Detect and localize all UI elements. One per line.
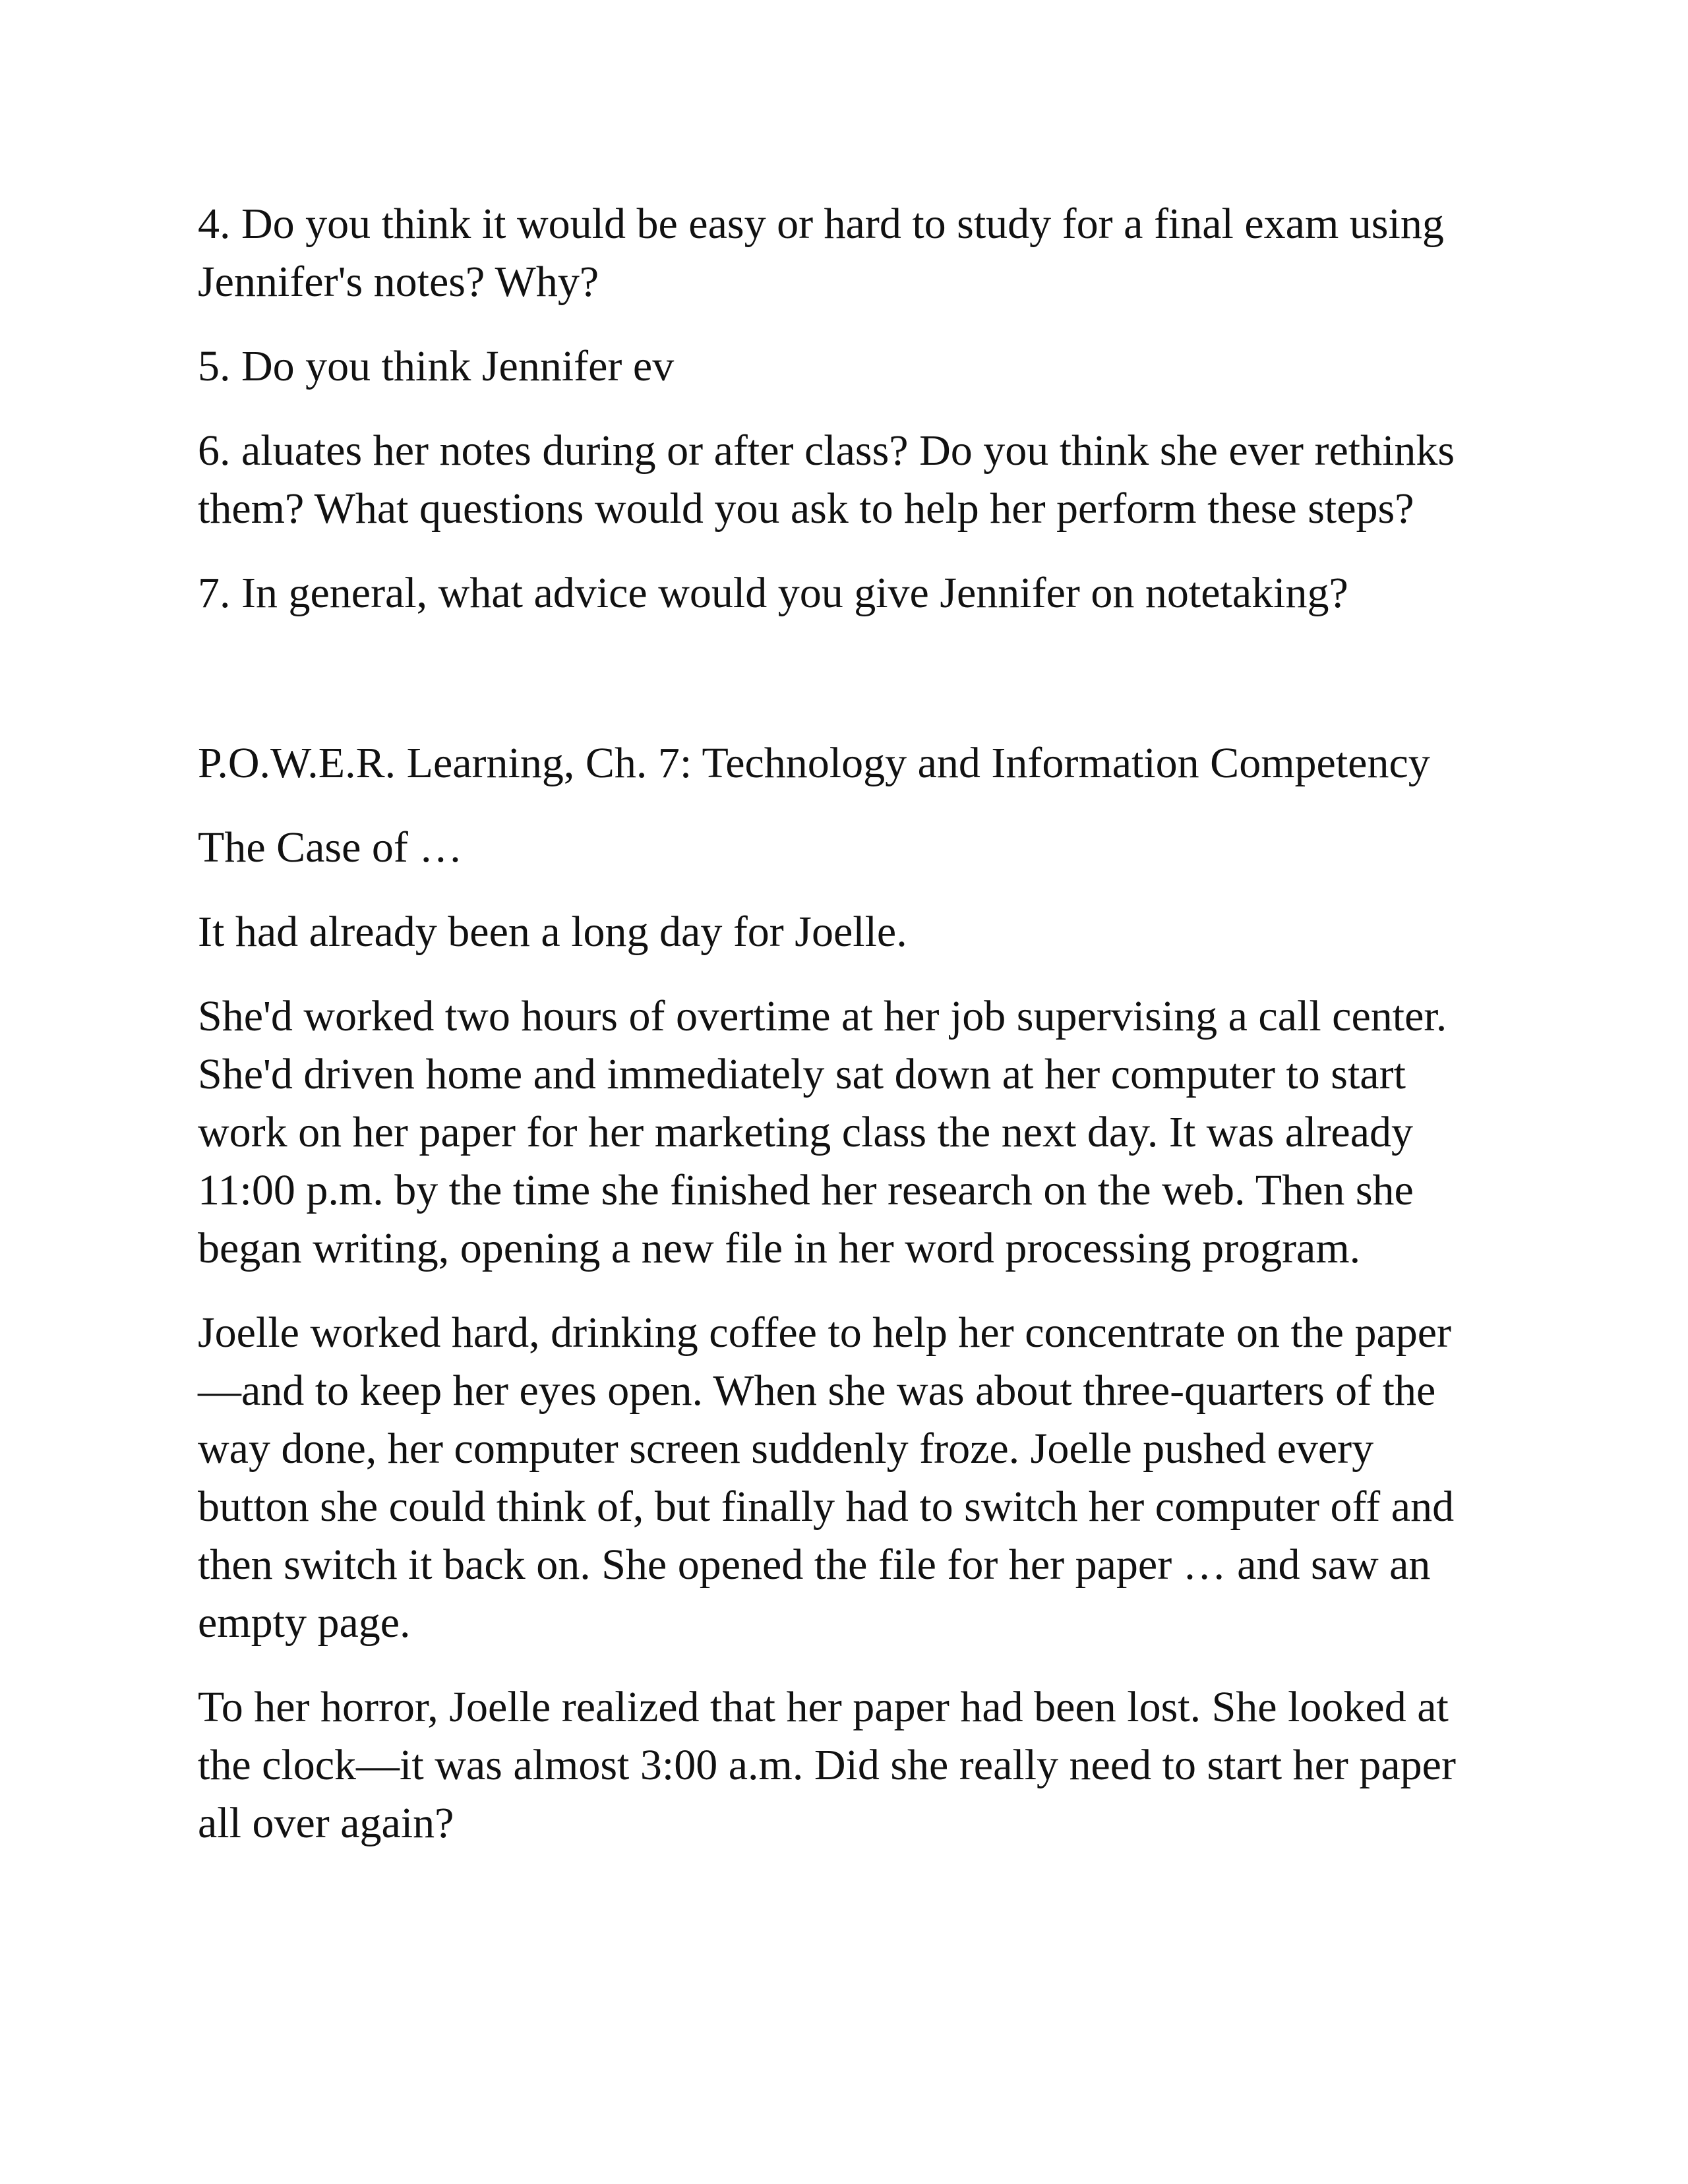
- question-7: 7. In general, what advice would you give Jennifer on notetaking?: [198, 569, 1348, 617]
- question-4: 4. Do you think it would be easy or hard to study for a final exam using Jennifer's notes? Why?: [198, 200, 1444, 306]
- case-paragraph-2: She'd worked two hours of overtime at her job supervising a call center. She'd driven home and immediately sat down at her computer to start work on her paper for her marketing class the next day. It was already 11:00 p.m. by the time she finished her research on the web. Then she began writing, opening a new file in her word processing program.: [198, 992, 1447, 1272]
- section-spacer: [198, 649, 1490, 734]
- document-body: [198, 195, 1490, 1879]
- case-title: The Case of …: [198, 823, 463, 871]
- section-heading: P.O.W.E.R. Learning, Ch. 7: Technology and Information Competency: [198, 739, 1430, 787]
- question-6: 6. aluates her notes during or after class? Do you think she ever rethinks them? What questions would you ask to help her perform these steps?: [198, 427, 1455, 533]
- question-5: 5. Do you think Jennifer ev: [198, 342, 675, 390]
- case-paragraph-1: It had already been a long day for Joelle.: [198, 908, 907, 956]
- case-paragraph-4: To her horror, Joelle realized that her paper had been lost. She looked at the clock—it was almost 3:00 a.m. Did she really need to start her paper all over again?: [198, 1683, 1456, 1847]
- case-paragraph-3: Joelle worked hard, drinking coffee to help her concentrate on the paper—and to keep her eyes open. When she was about three-quarters of the way done, her computer screen suddenly froze. Joelle pushed every button she could think of, but finally had to switch her computer off and then switch it back on. She opened the file for her paper … and saw an empty page.: [198, 1309, 1455, 1647]
